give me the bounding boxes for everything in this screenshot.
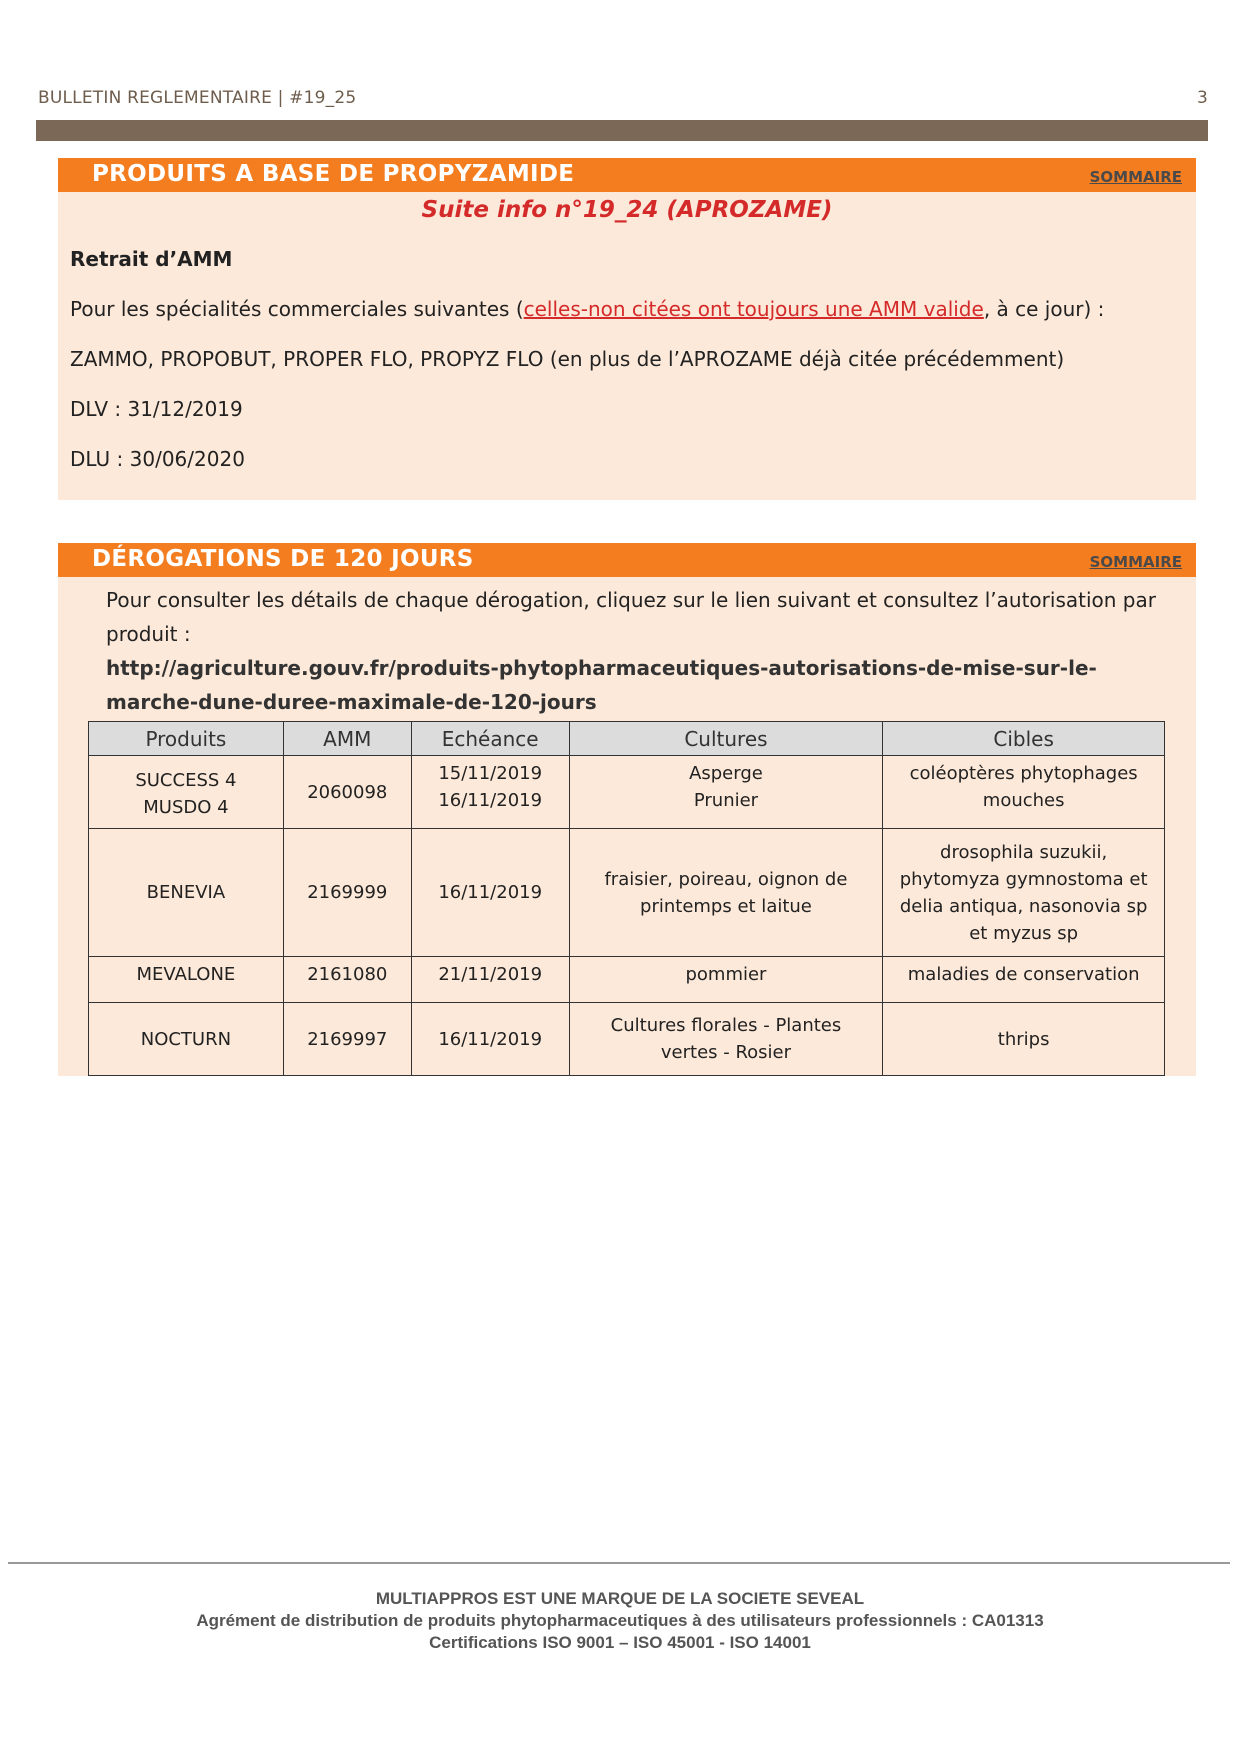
cell-amm: 2060098: [283, 756, 411, 829]
intro-text-before: Pour les spécialités commerciales suivantes (: [70, 297, 524, 321]
product-name: MUSDO 4: [143, 797, 229, 818]
section-derogations: [58, 543, 1196, 1076]
amm-valide-link[interactable]: celles-non citées ont toujours une AMM valide: [523, 297, 984, 321]
cell-cibles: thrips: [883, 1003, 1165, 1076]
section-derogations-body: [58, 577, 1196, 719]
cell-cultures: Cultures florales - Plantes vertes - Rosier: [569, 1003, 883, 1076]
cible-item: coléoptères phytophages: [909, 763, 1138, 784]
section-propyzamide: [58, 158, 1196, 500]
cell-produits: [89, 756, 284, 829]
cell-cibles: [883, 756, 1165, 829]
cell-amm: 2169997: [283, 1003, 411, 1076]
cell-cibles: maladies de conservation: [883, 957, 1165, 1003]
table-row: [89, 957, 1165, 1003]
dlu-line: DLU : 30/06/2020: [70, 447, 245, 471]
culture-item: Asperge: [689, 763, 763, 784]
column-header-produits: Produits: [89, 722, 284, 756]
cell-echeance: 21/11/2019: [411, 957, 569, 1003]
cell-amm: 2169999: [283, 829, 411, 957]
section-propyzamide-body: [58, 245, 1196, 473]
cell-echeance: [411, 756, 569, 829]
column-header-cultures: Cultures: [569, 722, 883, 756]
column-header-echeance: Echéance: [411, 722, 569, 756]
table-row: [89, 829, 1165, 957]
cell-echeance: 16/11/2019: [411, 1003, 569, 1076]
cell-produits: MEVALONE: [89, 957, 284, 1003]
sommaire-link[interactable]: SOMMAIRE: [1089, 168, 1182, 186]
cell-cultures: [569, 756, 883, 829]
cible-item: mouches: [982, 790, 1065, 811]
section-derogations-title: DÉROGATIONS DE 120 JOURS: [92, 546, 474, 572]
section-propyzamide-title: PRODUITS A BASE DE PROPYZAMIDE: [92, 161, 575, 187]
table-row: [89, 1003, 1165, 1076]
culture-item: Prunier: [693, 790, 759, 811]
page-number: 3: [1196, 88, 1208, 108]
section-derogations-header: [58, 543, 1196, 577]
table-row: [89, 756, 1165, 829]
cell-echeance: 16/11/2019: [411, 829, 569, 957]
intro-text-after: , à ce jour) :: [983, 297, 1105, 321]
derogations-intro: Pour consulter les détails de chaque dérogation, cliquez sur le lien suivant et consultez l’autorisation par produit :: [106, 588, 1156, 646]
footer-divider: [8, 1562, 1230, 1564]
echeance-date: 16/11/2019: [438, 790, 543, 811]
footer-brand-line: MULTIAPPROS EST UNE MARQUE DE LA SOCIETE SEVEAL: [375, 1589, 865, 1608]
column-header-cibles: Cibles: [883, 722, 1165, 756]
running-head: [38, 88, 1208, 108]
cell-amm: 2161080: [283, 957, 411, 1003]
derogations-table: [88, 721, 1165, 1076]
footer-certifications-line: Certifications ISO 9001 – ISO 45001 - ISO 14001: [429, 1633, 811, 1652]
table-header-row: [89, 722, 1165, 756]
section-propyzamide-header: [58, 158, 1196, 192]
footer: [0, 1588, 1240, 1654]
echeance-date: 15/11/2019: [438, 763, 543, 784]
footer-agrement-line: Agrément de distribution de produits phytopharmaceutiques à des utilisateurs professionnels : CA01313: [196, 1611, 1044, 1630]
cell-produits: NOCTURN: [89, 1003, 284, 1076]
sommaire-link[interactable]: SOMMAIRE: [1089, 553, 1182, 571]
cell-cultures: fraisier, poireau, oignon de printemps et laitue: [569, 829, 883, 957]
products-list: ZAMMO, PROPOBUT, PROPER FLO, PROPYZ FLO (en plus de l’APROZAME déjà citée précédemment): [70, 347, 1065, 371]
column-header-amm: AMM: [283, 722, 411, 756]
intro-paragraph: [70, 295, 1184, 323]
header-bar: [36, 120, 1208, 141]
product-name: SUCCESS 4: [135, 770, 237, 791]
bulletin-title: BULLETIN REGLEMENTAIRE | #19_25: [38, 88, 357, 108]
section-propyzamide-subtitle: Suite info n°19_24 (APROZAME): [421, 197, 833, 223]
cell-cibles: drosophila suzukii, phytomyza gymnostoma et delia antiqua, nasonovia sp et myzus sp: [883, 829, 1165, 957]
cell-produits: BENEVIA: [89, 829, 284, 957]
retrait-heading: Retrait d’AMM: [70, 247, 233, 271]
dlv-line: DLV : 31/12/2019: [70, 397, 243, 421]
cell-cultures: pommier: [569, 957, 883, 1003]
derogations-url-link[interactable]: http://agriculture.gouv.fr/produits-phytopharmaceutiques-autorisations-de-mise-sur-le-marche-dune-duree-maximale-de-120-jours: [106, 656, 1097, 714]
